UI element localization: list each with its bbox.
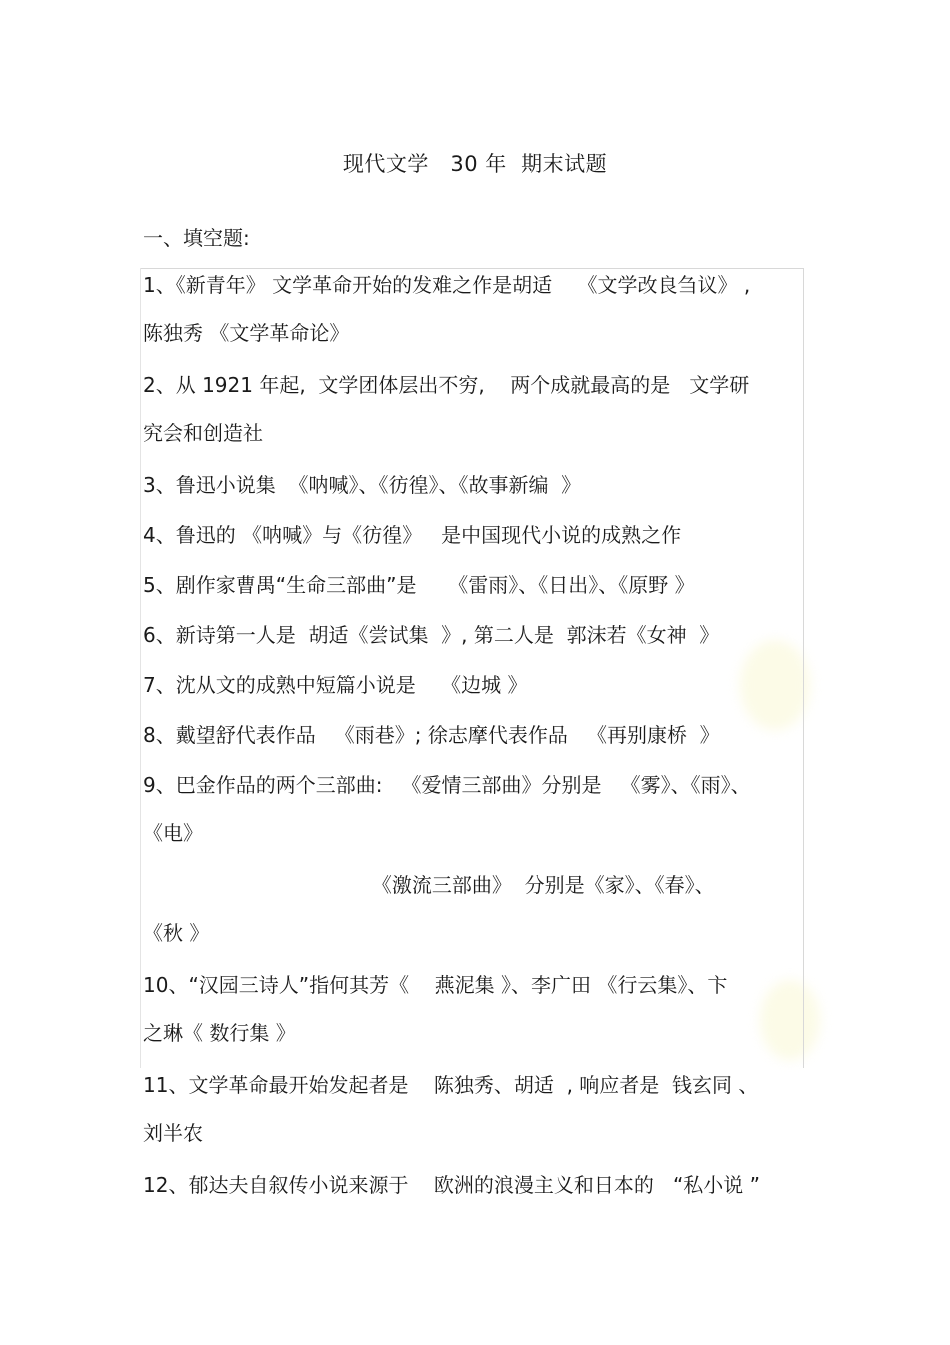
question-line: 《电》 (143, 821, 203, 845)
question-line: 5、剧作家曹禺“生命三部曲”是 《雷雨》、《日出》、《原野 》 (143, 573, 695, 597)
page-title: 现代文学 30 年 期末试题 (342, 152, 608, 176)
frame-border-right (803, 268, 804, 1068)
question-line: 11、文学革命最开始发起者是 陈独秀、胡适 , 响应者是 钱玄同 、 (143, 1073, 759, 1097)
question-line: 《秋 》 (143, 921, 210, 945)
question-line: 究会和创造社 (143, 421, 263, 445)
question-line: 1、《新青年》 文学革命开始的发难之作是胡适 《文学改良刍议》 , (143, 273, 751, 297)
question-line: 《激流三部曲》 分别是《家》、《春》、 (143, 873, 715, 897)
question-line: 7、沈从文的成熟中短篇小说是 《边城 》 (143, 673, 528, 697)
frame-border-left (140, 268, 141, 1068)
question-line: 10、“汉园三诗人”指何其芳《 燕泥集 》、李广田 《行云集》、卞 (143, 973, 728, 997)
question-line: 6、新诗第一人是 胡适《尝试集 》, 第二人是 郭沫若《女神 》 (143, 623, 720, 647)
question-line: 12、郁达夫自叙传小说来源于 欧洲的浪漫主义和日本的 “私小说 ” (143, 1173, 761, 1197)
frame-border-top (140, 268, 804, 269)
question-line: 9、巴金作品的两个三部曲: 《爱情三部曲》分别是 《雾》、《雨》、 (143, 773, 751, 797)
paper-stain (760, 980, 820, 1060)
question-line: 2、从 1921 年起, 文学团体层出不穷, 两个成就最高的是 文学研 (143, 373, 750, 397)
paper-stain (740, 640, 810, 730)
question-line: 4、鲁迅的 《呐喊》与《彷徨》 是中国现代小说的成熟之作 (143, 523, 682, 547)
question-line: 刘半农 (143, 1121, 203, 1145)
question-line: 8、戴望舒代表作品 《雨巷》; 徐志摩代表作品 《再别康桥 》 (143, 723, 720, 747)
question-line: 3、鲁迅小说集 《呐喊》、《彷徨》、《故事新编 》 (143, 473, 582, 497)
question-line: 陈独秀 《文学革命论》 (143, 321, 350, 345)
question-line: 之琳《 数行集 》 (143, 1021, 296, 1045)
section-heading: 一、填空题: (143, 226, 250, 250)
